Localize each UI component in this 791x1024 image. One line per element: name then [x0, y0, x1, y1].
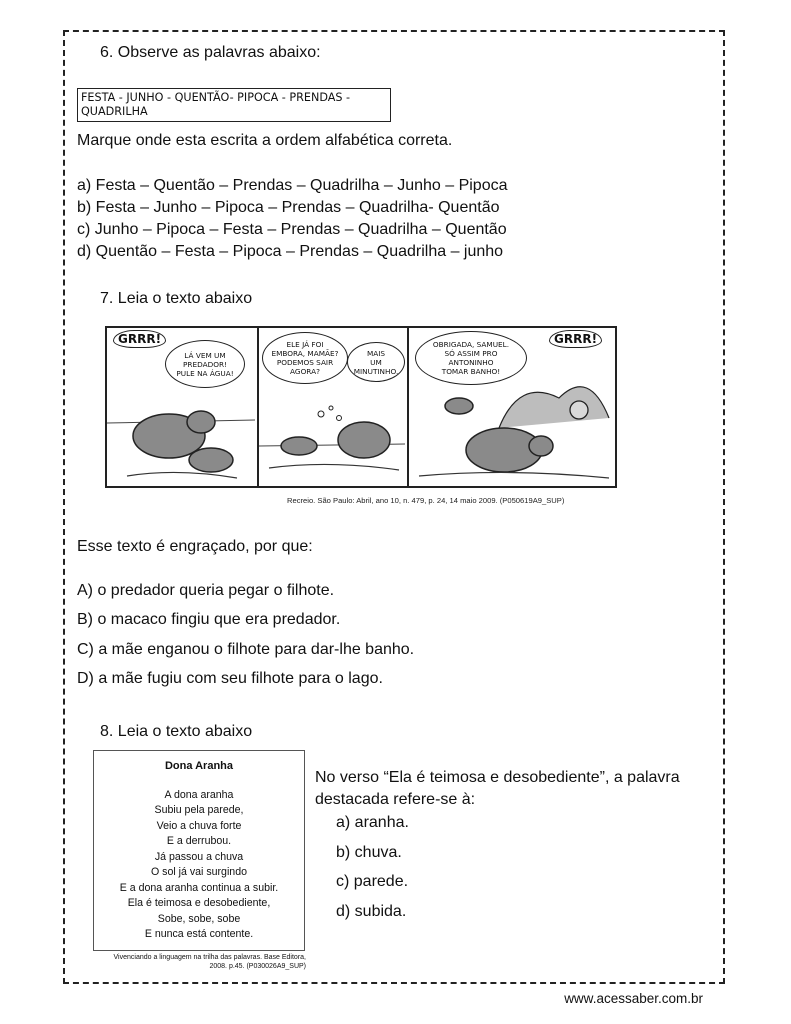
poem-line: A dona aranha: [164, 788, 234, 801]
q7-option-d[interactable]: D) a mãe fugiu com seu filhote para o lago.: [77, 670, 383, 687]
poem-line: O sol já vai surgindo: [151, 866, 247, 878]
q6-word-box: FESTA - JUNHO - QUENTÃO- PIPOCA - PRENDAS - QUADRILHA: [77, 88, 391, 122]
poem-line: Subiu pela parede,: [154, 804, 244, 816]
comic-caption: Recreio. São Paulo: Abril, ano 10, n. 479, p. 24, 14 maio 2009. (P050619A9_SUP): [287, 496, 565, 505]
comic-panel-2: [259, 328, 409, 486]
poem-line: Ela é teimosa e desobediente,: [127, 897, 271, 909]
capybara-in-water-icon: [259, 328, 405, 486]
footer-website[interactable]: www.acessaber.com.br: [564, 991, 703, 1006]
q8-option-d[interactable]: d) subida.: [336, 903, 407, 920]
comic-panel-1: [107, 328, 259, 486]
poem-source-line-1: Vivenciando a linguagem na trilha das palavras. Base Editora,: [113, 954, 306, 961]
comic-p2-bubble-a: ELE JÁ FOI EMBORA, MAMÃE? PODEMOS SAIR AGORA?: [262, 332, 348, 384]
q7-question: Esse texto é engraçado, por que:: [77, 538, 313, 555]
q6-option-a[interactable]: a) Festa – Quentão – Prendas – Quadrilha – Junho – Pipoca: [77, 177, 508, 194]
q7-option-b[interactable]: B) o macaco fingiu que era predador.: [77, 611, 341, 628]
q8-title: 8. Leia o texto abaixo: [100, 723, 253, 740]
q8-question-line-1: No verso “Ela é teimosa e desobediente”, a palavra: [315, 769, 680, 786]
poem-line: Sobe, sobe, sobe: [157, 912, 241, 925]
comic-p3-bubble: OBRIGADA, SAMUEL. SÓ ASSIM PRO ANTONINHO TOMAR BANHO!: [415, 331, 527, 385]
comic-p2-bubble-b: MAIS UM MINUTINHO.: [347, 342, 405, 382]
capybara-drawing-icon: [107, 328, 255, 486]
comic-p3-shout: GRRR!: [549, 330, 602, 348]
q6-option-b[interactable]: b) Festa – Junho – Pipoca – Prendas – Quadrilha- Quentão: [77, 199, 500, 216]
q7-title: 7. Leia o texto abaixo: [100, 290, 253, 307]
comic-p1-bubble: LÁ VEM UM PREDADOR! PULE NA ÁGUA!: [165, 340, 245, 388]
q8-question-line-2: destacada refere-se à:: [315, 791, 476, 808]
poem-source: [96, 953, 306, 971]
q6-option-d[interactable]: d) Quentão – Festa – Pipoca – Prendas – Quadrilha – junho: [77, 243, 504, 260]
poem-box: [93, 750, 305, 951]
comic-strip: [105, 326, 617, 488]
q7-option-c[interactable]: C) a mãe enganou o filhote para dar-lhe banho.: [77, 641, 415, 658]
q6-title: 6. Observe as palavras abaixo:: [100, 44, 321, 61]
comic-p1-shout: GRRR!: [113, 330, 166, 348]
q6-instruction: Marque onde esta escrita a ordem alfabética correta.: [77, 132, 453, 149]
q7-option-a[interactable]: A) o predador queria pegar o filhote.: [77, 582, 335, 599]
q8-option-b[interactable]: b) chuva.: [336, 844, 402, 861]
poem-line: Já passou a chuva: [154, 850, 244, 863]
q6-option-c[interactable]: c) Junho – Pipoca – Festa – Prendas – Quadrilha – Quentão: [77, 221, 507, 238]
q8-option-c[interactable]: c) parede.: [336, 873, 409, 890]
poem-title: Dona Aranha: [164, 760, 234, 772]
poem-line: E nunca está contente.: [144, 928, 254, 940]
capybara-and-monkey-icon: [409, 328, 615, 486]
poem-line: Veio a chuva forte: [156, 819, 242, 832]
poem-source-line-2: 2008. p.45. (P030026A9_SUP): [209, 963, 306, 970]
poem-line: E a derrubou.: [166, 835, 232, 847]
comic-panel-3: [409, 328, 615, 486]
q8-option-a[interactable]: a) aranha.: [336, 814, 409, 831]
poem-line: E a dona aranha continua a subir.: [119, 881, 279, 894]
